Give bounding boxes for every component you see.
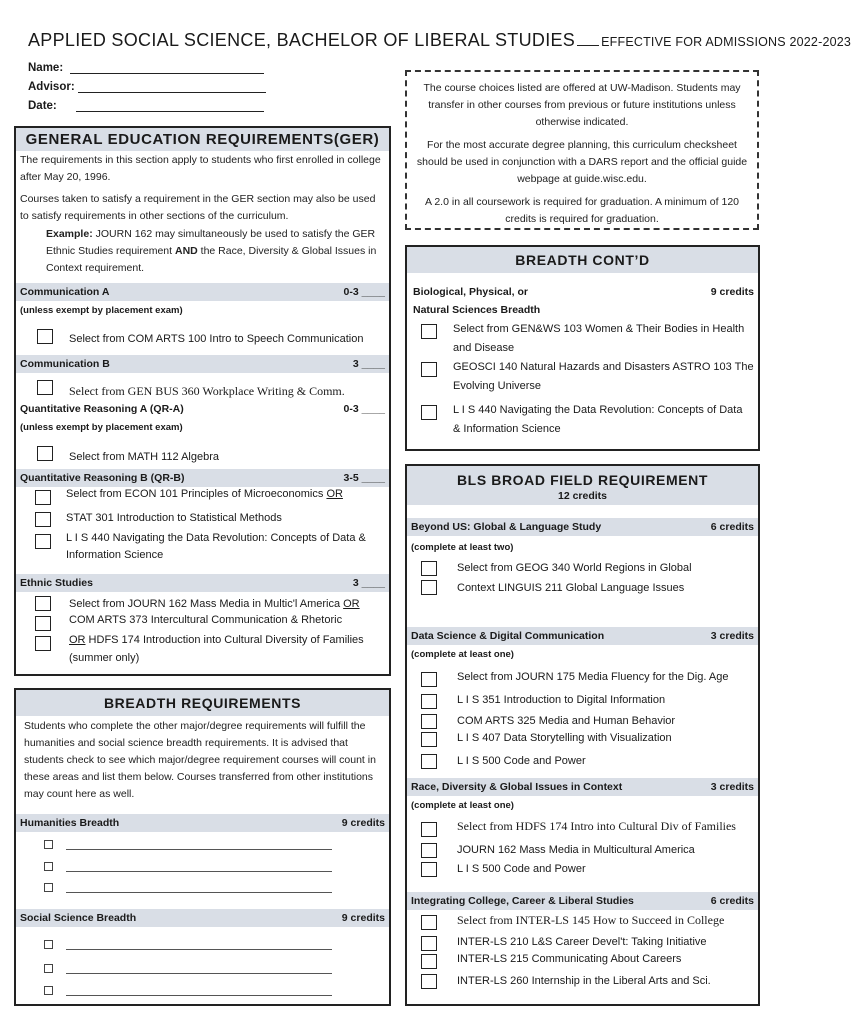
beyond-course-2: Context LINGUIS 211 Global Language Issues xyxy=(457,582,685,594)
race-course-2: JOURN 162 Mass Media in Multicultural America xyxy=(457,844,695,856)
beyond-checkbox-2[interactable] xyxy=(421,580,437,595)
ger-example xyxy=(16,225,389,281)
comm-b-header xyxy=(16,355,389,373)
qr-b-or: OR xyxy=(326,488,343,500)
humanities-credits: 9 credits xyxy=(341,817,385,829)
page-title xyxy=(28,30,851,51)
qr-b-course-2: STAT 301 Introduction to Statistical Methods xyxy=(66,512,282,524)
social-label: Social Science Breadth xyxy=(20,912,137,924)
qr-b-credits: 3-5 ____ xyxy=(343,472,385,484)
data-course-4: L I S 407 Data Storytelling with Visualization xyxy=(457,732,672,744)
bio-credits: 9 credits xyxy=(710,286,754,298)
data-checkbox-3[interactable] xyxy=(421,714,437,729)
advisor-field[interactable] xyxy=(28,81,75,93)
beyond-header xyxy=(407,518,758,536)
integrating-checkbox-4[interactable] xyxy=(421,974,437,989)
social-blank-3[interactable] xyxy=(66,995,332,996)
data-checkbox-2[interactable] xyxy=(421,694,437,709)
qr-a-note: (unless exempt by placement exam) xyxy=(20,422,183,433)
example-and: AND xyxy=(174,245,198,257)
breadth-heading: BREADTH REQUIREMENTS xyxy=(16,690,389,716)
qr-b-header xyxy=(16,469,389,487)
data-credits: 3 credits xyxy=(710,630,754,642)
integrating-course-2: INTER-LS 210 L&S Career Devel't: Taking Initiative xyxy=(457,936,707,948)
breadth-contd-heading: BREADTH CONT’D xyxy=(407,247,758,273)
ethnic-course-2: COM ARTS 373 Intercultural Communication & Rhetoric xyxy=(69,614,343,626)
qr-b-label: Quantitative Reasoning B (QR-B) xyxy=(20,472,185,484)
integrating-course-1: Select from INTER-LS 145 How to Succeed in College xyxy=(457,913,725,927)
bls-heading-text: BLS BROAD FIELD REQUIREMENT xyxy=(456,472,709,488)
example-text-b: the Race, Diversity & Global Issues in Context requirement. xyxy=(46,245,377,274)
data-note: (complete at least one) xyxy=(411,649,514,660)
bls-heading xyxy=(407,466,758,505)
data-checkbox-4[interactable] xyxy=(421,732,437,747)
social-checkbox-3[interactable] xyxy=(44,986,53,995)
qr-a-checkbox[interactable] xyxy=(37,446,53,461)
program-title: APPLIED SOCIAL SCIENCE, BACHELOR OF LIBERAL STUDIES xyxy=(28,30,576,50)
integrating-header xyxy=(407,892,758,910)
race-course-1: Select from HDFS 174 Intro into Cultural Div of Families xyxy=(457,819,736,833)
breadth-section xyxy=(14,688,391,1006)
example-text-a: JOURN 162 may simultaneously be used to satisfy the GER Ethnic Studies requirement xyxy=(46,228,376,257)
race-checkbox-1[interactable] xyxy=(421,822,437,837)
data-course-2: L I S 351 Introduction to Digital Information xyxy=(457,694,666,706)
integrating-checkbox-2[interactable] xyxy=(421,936,437,951)
humanities-blank-2[interactable] xyxy=(66,871,332,872)
ger-intro-1: The requirements in this section apply to students who first enrolled in college after May 20, 1996. xyxy=(20,154,381,183)
comm-a-checkbox[interactable] xyxy=(37,329,53,344)
date-field[interactable] xyxy=(28,100,57,112)
ethnic-label: Ethnic Studies xyxy=(20,577,93,589)
notice-box xyxy=(405,70,759,230)
race-header xyxy=(407,778,758,796)
social-header xyxy=(16,909,389,927)
qr-b-course-1-text: Select from ECON 101 Principles of Microeconomics xyxy=(66,488,327,500)
humanities-label: Humanities Breadth xyxy=(20,817,120,829)
humanities-checkbox-2[interactable] xyxy=(44,862,53,871)
qr-b-checkbox-2[interactable] xyxy=(35,512,51,527)
social-checkbox-2[interactable] xyxy=(44,964,53,973)
comm-a-credits: 0-3 ____ xyxy=(343,286,385,298)
name-label: Name: xyxy=(28,62,64,74)
qr-a-label: Quantitative Reasoning A (QR-A) xyxy=(20,403,184,415)
comm-a-label: Communication A xyxy=(20,286,110,298)
comm-a-note: (unless exempt by placement exam) xyxy=(20,305,183,316)
race-label: Race, Diversity & Global Issues in Context xyxy=(411,781,623,793)
social-blank-1[interactable] xyxy=(66,949,332,950)
humanities-blank-3[interactable] xyxy=(66,892,332,893)
qr-b-checkbox-1[interactable] xyxy=(35,490,51,505)
beyond-credits: 6 credits xyxy=(710,521,754,533)
humanities-header xyxy=(16,814,389,832)
data-course-3: COM ARTS 325 Media and Human Behavior xyxy=(457,715,676,727)
comm-b-checkbox[interactable] xyxy=(37,380,53,395)
comm-a-course: Select from COM ARTS 100 Intro to Speech Communication xyxy=(69,333,364,345)
ger-heading: GENERAL EDUCATION REQUIREMENTS(GER) xyxy=(16,128,389,151)
name-line[interactable] xyxy=(70,73,264,74)
bls-credits: 12 credits xyxy=(557,490,608,502)
ethnic-checkbox-1[interactable] xyxy=(35,596,51,611)
notice-dars: For the most accurate degree planning, this curriculum checksheet should be used in conjunction with a DARS report and the official guide webpage at guide.wisc.edu. xyxy=(416,139,748,185)
beyond-label: Beyond US: Global & Language Study xyxy=(411,521,602,533)
integrating-course-4: INTER-LS 260 Internship in the Liberal Arts and Sci. xyxy=(457,975,711,987)
data-course-1: Select from JOURN 175 Media Fluency for the Dig. Age xyxy=(457,671,729,683)
data-course-5: L I S 500 Code and Power xyxy=(457,755,586,767)
race-note: (complete at least one) xyxy=(411,800,514,811)
integrating-label: Integrating College, Career & Liberal Studies xyxy=(411,895,634,907)
bio-checkbox-2[interactable] xyxy=(421,362,437,377)
beyond-checkbox-1[interactable] xyxy=(421,561,437,576)
bio-header xyxy=(407,283,758,319)
comm-b-course: Select from GEN BUS 360 Workplace Writing & Comm. xyxy=(69,384,345,398)
bio-checkbox-3[interactable] xyxy=(421,405,437,420)
bio-course-3: L I S 440 Navigating the Data Revolution: Concepts of Data & Information Science xyxy=(453,404,743,435)
notice-courses: The course choices listed are offered at UW-Madison. Students may transfer in other courses from previous or future institutions unless otherwise indicated. xyxy=(423,82,741,128)
name-field[interactable] xyxy=(28,62,63,74)
qr-b-course-3: L I S 440 Navigating the Data Revolution: Concepts of Data & Information Science xyxy=(66,532,366,561)
qr-a-credits: 0-3 ____ xyxy=(343,403,385,415)
notice-graduation: A 2.0 in all coursework is required for graduation. A minimum of 120 credits is required for graduation. xyxy=(425,196,739,225)
bio-checkbox-1[interactable] xyxy=(421,324,437,339)
social-checkbox-1[interactable] xyxy=(44,940,53,949)
qr-b-checkbox-3[interactable] xyxy=(35,534,51,549)
beyond-course-1: Select from GEOG 340 World Regions in Global xyxy=(457,562,692,574)
humanities-checkbox-1[interactable] xyxy=(44,840,53,849)
title-underline xyxy=(577,45,599,46)
ethnic-header xyxy=(16,574,389,592)
race-checkbox-3[interactable] xyxy=(421,862,437,877)
ethnic-or-1: OR xyxy=(343,598,360,610)
humanities-blank-1[interactable] xyxy=(66,849,332,850)
ethnic-checkbox-2[interactable] xyxy=(35,616,51,631)
race-credits: 3 credits xyxy=(710,781,754,793)
integrating-credits: 6 credits xyxy=(710,895,754,907)
integrating-course-3: INTER-LS 215 Communicating About Careers xyxy=(457,953,682,965)
ethnic-or-2: OR xyxy=(69,634,86,646)
social-credits: 9 credits xyxy=(341,912,385,924)
bio-label-2: Natural Sciences Breadth xyxy=(413,304,541,316)
data-checkbox-1[interactable] xyxy=(421,672,437,687)
data-checkbox-5[interactable] xyxy=(421,754,437,769)
ethnic-credits: 3 ____ xyxy=(352,577,385,589)
qr-a-header xyxy=(16,400,389,418)
data-header xyxy=(407,627,758,645)
ethnic-course-3 xyxy=(69,631,369,667)
breadth-contd-section xyxy=(405,245,760,451)
race-course-3: L I S 500 Code and Power xyxy=(457,863,586,875)
data-label: Data Science & Digital Communication xyxy=(411,630,605,642)
social-blank-2[interactable] xyxy=(66,973,332,974)
example-label: Example: xyxy=(46,228,93,240)
ger-intro-2: Courses taken to satisfy a requirement in the GER section may also be used to satisfy requirements in other sections of the curriculum. xyxy=(20,193,376,222)
advisor-label: Advisor: xyxy=(28,81,75,93)
breadth-intro: Students who complete the other major/degree requirements will fulfill the humanities and social science breadth requirements. It is advised that students check to see which major/degree requirement courses will count in these areas and list them below. Courses transferred from other institutions may count here as well. xyxy=(24,720,376,800)
comm-b-label: Communication B xyxy=(20,358,110,370)
bio-course-1: Select from GEN&WS 103 Women & Their Bodies in Health and Disease xyxy=(453,323,745,354)
qr-b-course-1 xyxy=(66,486,343,503)
ethnic-course-1-text: Select from JOURN 162 Mass Media in Multic'l America xyxy=(69,598,344,610)
advisor-line[interactable] xyxy=(78,92,266,93)
comm-b-credits: 3 ____ xyxy=(352,358,385,370)
humanities-checkbox-3[interactable] xyxy=(44,883,53,892)
beyond-note: (complete at least two) xyxy=(411,542,514,553)
bls-section xyxy=(405,464,760,1006)
race-checkbox-2[interactable] xyxy=(421,843,437,858)
bio-label: Biological, Physical, or xyxy=(413,286,528,298)
ethnic-course-1 xyxy=(69,596,360,613)
qr-a-course: Select from MATH 112 Algebra xyxy=(69,451,219,463)
effective-date: EFFECTIVE FOR ADMISSIONS 2022-2023 xyxy=(601,35,851,49)
comm-a-header xyxy=(16,283,389,301)
integrating-checkbox-1[interactable] xyxy=(421,915,437,930)
ethnic-course-3-text: HDFS 174 Introduction into Cultural Diversity of Families (summer only) xyxy=(69,634,364,664)
ger-section xyxy=(14,126,391,676)
date-label: Date: xyxy=(28,100,57,112)
date-line[interactable] xyxy=(76,111,264,112)
integrating-checkbox-3[interactable] xyxy=(421,954,437,969)
ethnic-checkbox-3[interactable] xyxy=(35,636,51,651)
bio-course-2: GEOSCI 140 Natural Hazards and Disasters ASTRO 103 The Evolving Universe xyxy=(453,361,754,392)
